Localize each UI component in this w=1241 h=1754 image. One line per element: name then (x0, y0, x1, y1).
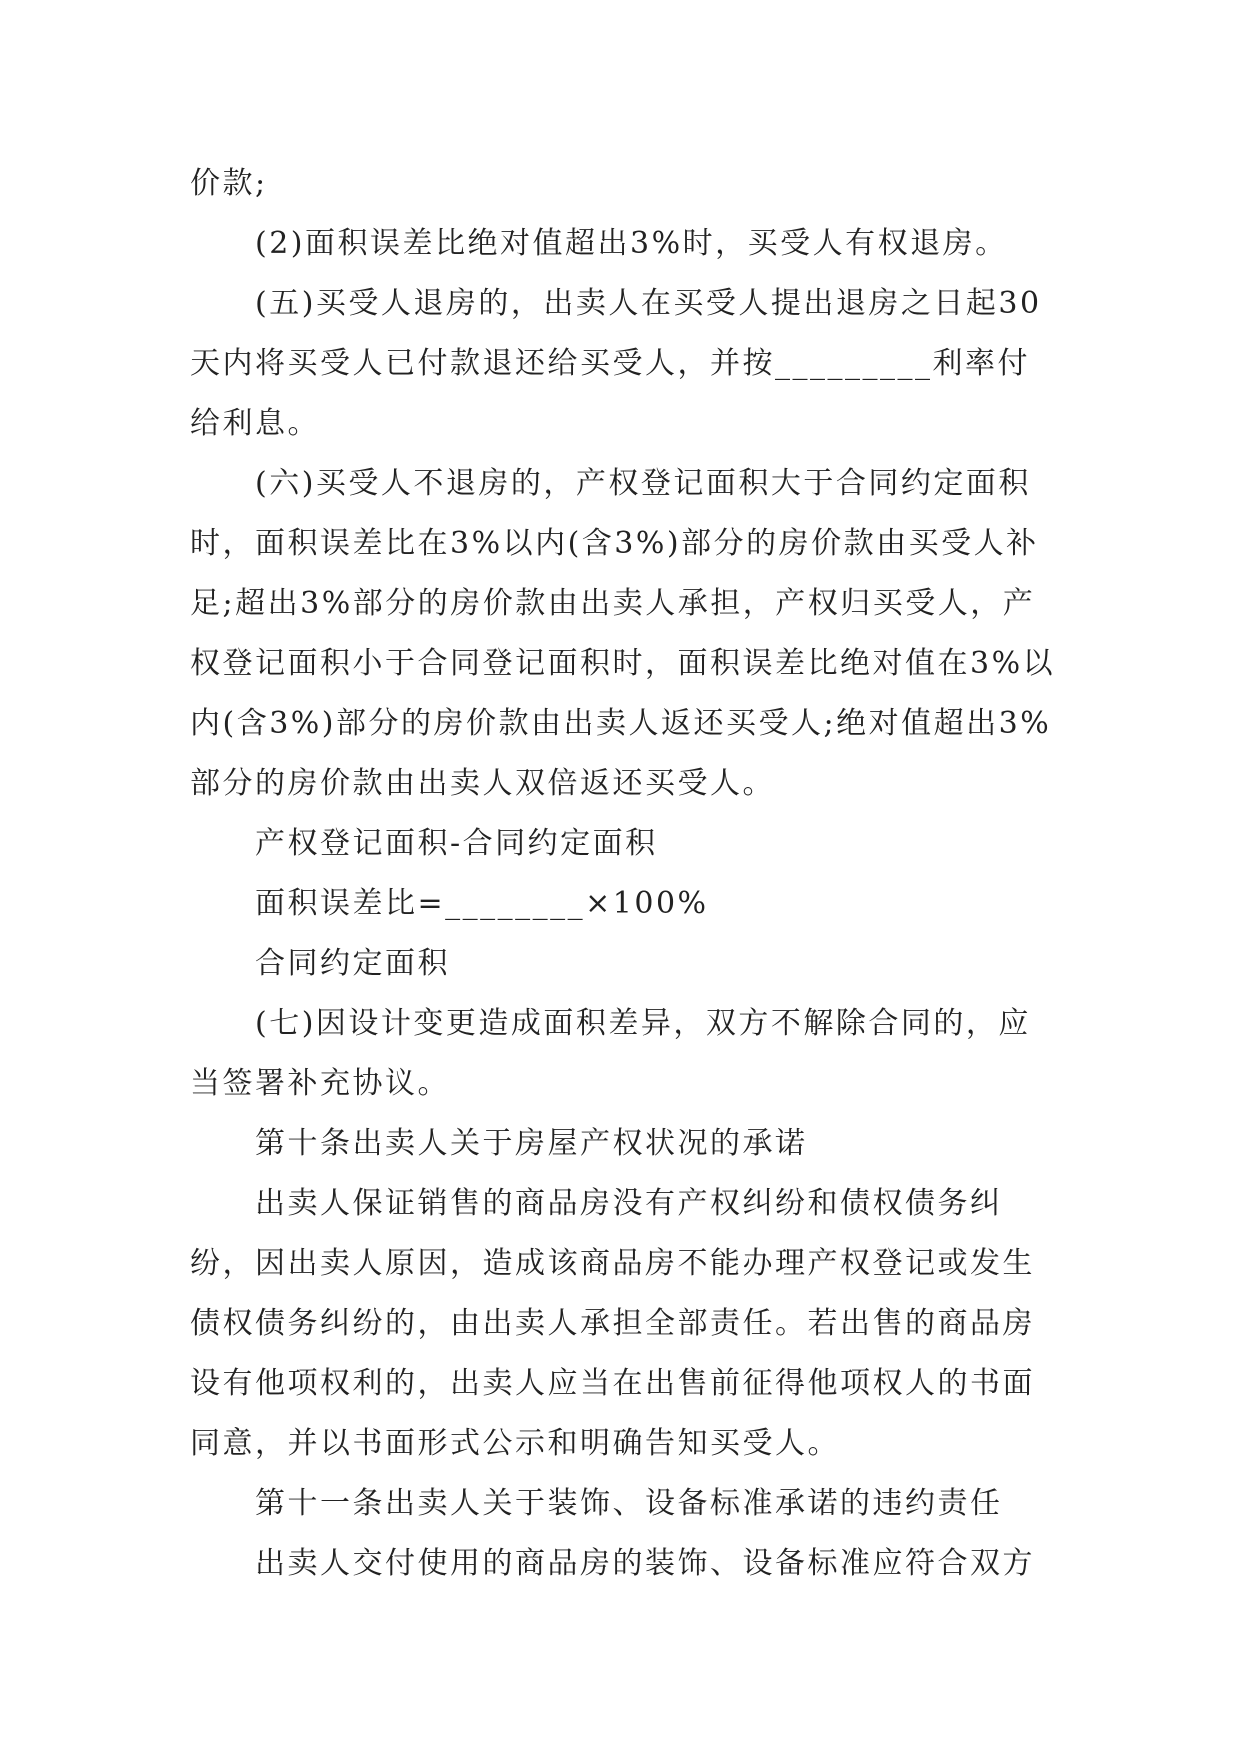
text-line-11: 部分的房价款由出卖人双倍返还买受人。 (190, 766, 775, 801)
article-ten-heading: 第十条出卖人关于房屋产权状况的承诺 (255, 1126, 808, 1161)
text-line-21: 设有他项权利的，出卖人应当在出售前征得他项权人的书面 (190, 1366, 1035, 1401)
text-line-1: 价款; (190, 166, 268, 201)
text-line-16: 当签署补充协议。 (190, 1066, 450, 1101)
formula-line: 面积误差比=________×100% (255, 886, 709, 921)
text-line-19: 纷，因出卖人原因，造成该商品房不能办理产权登记或发生 (190, 1246, 1035, 1281)
text-line-10: 内(含3%)部分的房价款由出卖人返还买受人;绝对值超出3% (190, 706, 1052, 741)
text-line-24: 出卖人交付使用的商品房的装饰、设备标准应符合双方 (255, 1546, 1035, 1581)
text-line-8: 足;超出3%部分的房价款由出卖人承担，产权归买受人，产 (190, 586, 1036, 621)
text-line-9: 权登记面积小于合同登记面积时，面积误差比绝对值在3%以 (190, 646, 1056, 681)
text-line-4: 天内将买受人已付款退还给买受人，并按_________利率付 (190, 346, 1030, 381)
text-line-3: (五)买受人退房的，出卖人在买受人提出退房之日起30 (255, 286, 1042, 321)
formula-numerator: 产权登记面积-合同约定面积 (255, 826, 658, 861)
text-line-6: (六)买受人不退房的，产权登记面积大于合同约定面积 (255, 466, 1031, 501)
text-line-7: 时，面积误差比在3%以内(含3%)部分的房价款由买受人补 (190, 526, 1039, 561)
article-eleven-heading: 第十一条出卖人关于装饰、设备标准承诺的违约责任 (255, 1486, 1003, 1521)
text-line-15: (七)因设计变更造成面积差异，双方不解除合同的，应 (255, 1006, 1031, 1041)
text-line-22: 同意，并以书面形式公示和明确告知买受人。 (190, 1426, 840, 1461)
text-line-2: (2)面积误差比绝对值超出3%时，买受人有权退房。 (255, 226, 1008, 261)
text-line-18: 出卖人保证销售的商品房没有产权纠纷和债权债务纠 (255, 1186, 1003, 1221)
formula-denominator: 合同约定面积 (255, 946, 450, 981)
text-line-20: 债权债务纠纷的，由出卖人承担全部责任。若出售的商品房 (190, 1306, 1035, 1341)
text-line-5: 给利息。 (190, 406, 320, 441)
